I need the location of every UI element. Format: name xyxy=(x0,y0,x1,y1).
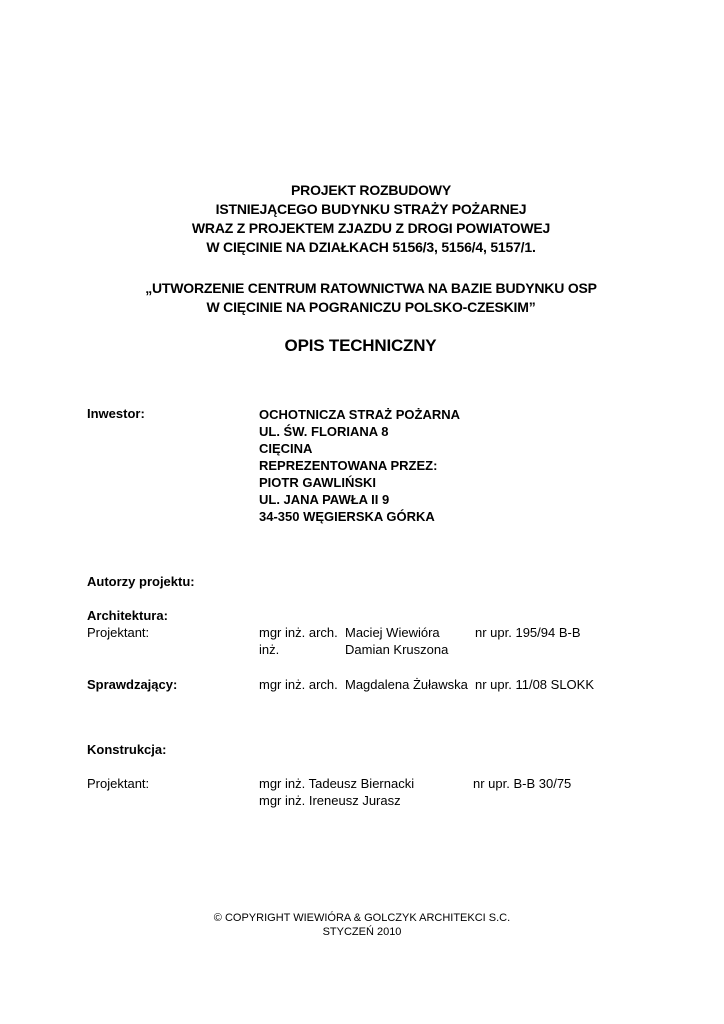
investor-line: 34-350 WĘGIERSKA GÓRKA xyxy=(259,509,435,524)
title-line: W CIĘCINIE NA DZIAŁKACH 5156/3, 5156/4, 5157/1. xyxy=(206,239,536,255)
title-line: PROJEKT ROZBUDOWY xyxy=(291,182,451,198)
checker-license: nr upr. 11/08 SLOKK xyxy=(475,677,594,692)
designer-title: inż. xyxy=(259,642,280,657)
footer xyxy=(0,911,724,939)
construction-designer-name: mgr inż. Tadeusz Biernacki xyxy=(259,776,415,791)
construction-heading: Konstrukcja: xyxy=(87,742,167,757)
subtitle-line: „UTWORZENIE CENTRUM RATOWNICTWA NA BAZIE BUDYNKU OSP xyxy=(145,280,597,296)
designer-title: mgr inż. arch. xyxy=(259,625,338,640)
document-type: OPIS TECHNICZNY xyxy=(284,336,437,355)
checker-label: Sprawdzający: xyxy=(87,677,178,692)
architecture-designer-label: Projektant: xyxy=(87,625,150,640)
title-line: ISTNIEJĄCEGO BUDYNKU STRAŻY POŻARNEJ xyxy=(215,201,527,217)
subtitle-line: W CIĘCINIE NA POGRANICZU POLSKO-CZESKIM” xyxy=(206,299,536,315)
checker-name: Magdalena Żuławska xyxy=(345,677,468,692)
investor-line: UL. JANA PAWŁA II 9 xyxy=(259,492,390,507)
designer-name: Maciej Wiewióra xyxy=(345,625,440,640)
project-subtitle xyxy=(0,279,724,317)
investor-line: PIOTR GAWLIŃSKI xyxy=(259,475,376,490)
construction-designer-label: Projektant: xyxy=(87,776,150,791)
architecture-heading: Architektura: xyxy=(87,608,168,623)
investor-line: REPREZENTOWANA PRZEZ: xyxy=(259,458,438,473)
designer-name: Damian Kruszona xyxy=(345,642,449,657)
designer-license: nr upr. 195/94 B-B xyxy=(475,625,581,640)
investor-details xyxy=(259,406,460,525)
investor-line: OCHOTNICZA STRAŻ POŻARNA xyxy=(259,407,461,422)
construction-designer-license: nr upr. B-B 30/75 xyxy=(473,776,572,791)
construction-designer-name: mgr inż. Ireneusz Jurasz xyxy=(259,793,401,808)
investor-label: Inwestor: xyxy=(87,406,145,421)
checker-title: mgr inż. arch. xyxy=(259,677,338,692)
authors-heading: Autorzy projektu: xyxy=(87,574,195,589)
copyright-text: © COPYRIGHT WIEWIÓRA & GOLCZYK ARCHITEKCI S.C. xyxy=(213,912,511,924)
investor-line: UL. ŚW. FLORIANA 8 xyxy=(259,424,389,439)
investor-line: CIĘCINA xyxy=(259,441,313,456)
title-line: WRAZ Z PROJEKTEM ZJAZDU Z DROGI POWIATOWEJ xyxy=(191,220,551,236)
document-date: STYCZEŃ 2010 xyxy=(322,926,402,938)
project-title xyxy=(0,181,724,257)
